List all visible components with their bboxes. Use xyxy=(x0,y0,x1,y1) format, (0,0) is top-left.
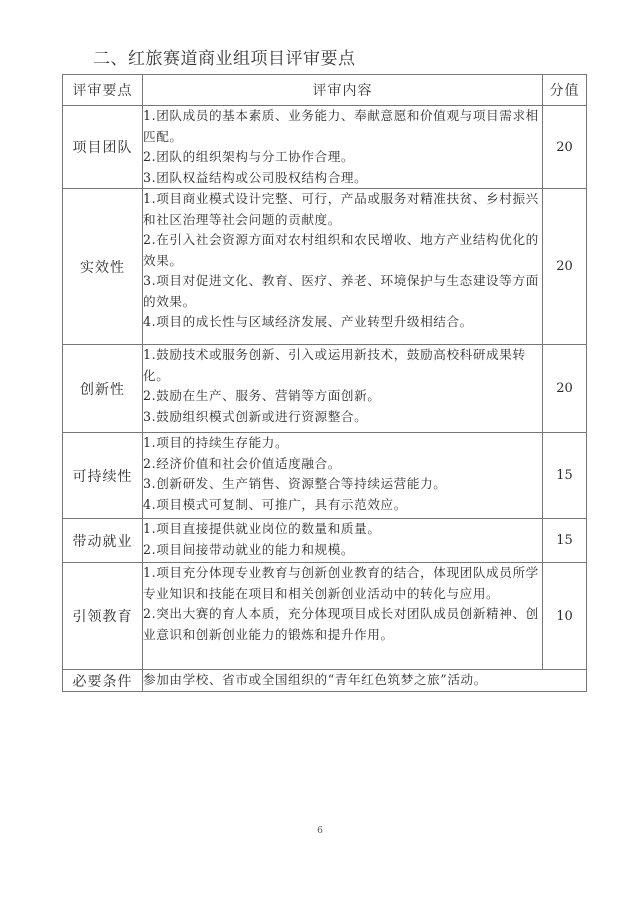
row-content xyxy=(143,563,543,670)
row-category: 项目团队 xyxy=(63,106,143,189)
row-content xyxy=(143,433,543,519)
header-score: 分值 xyxy=(543,75,587,106)
content-line: 1.项目商业模式设计完整、可行，产品或服务对精准扶贫、乡村振兴和社区治理等社会问题的贡献度。 xyxy=(143,191,539,227)
row-category: 引领教育 xyxy=(63,563,143,670)
table-row xyxy=(63,519,587,563)
content-line: 4.项目的成长性与区域经济发展、产业转型升级相结合。 xyxy=(143,314,473,329)
row-content xyxy=(143,189,543,345)
header-content: 评审内容 xyxy=(143,75,543,106)
row-content xyxy=(143,345,543,433)
row-score: 10 xyxy=(543,563,587,670)
table-row xyxy=(63,345,587,433)
content-line: 3.鼓励组织模式创新或进行资源整合。 xyxy=(143,408,368,424)
row-content xyxy=(143,519,543,563)
table-row xyxy=(63,106,587,189)
requirement-row xyxy=(63,670,587,692)
requirement-label: 必要条件 xyxy=(63,670,143,692)
content-line: 1.项目的持续生存能力。 xyxy=(143,435,289,450)
content-line: 2.团队的组织架构与分工协作合理。 xyxy=(143,149,355,164)
row-score: 20 xyxy=(543,345,587,433)
content-line: 3.团队权益结构或公司股权结构合理。 xyxy=(143,169,368,185)
row-category: 带动就业 xyxy=(63,519,143,563)
section-heading: 二、红旅赛道商业组项目评审要点 xyxy=(93,49,356,69)
criteria-table xyxy=(62,74,587,692)
page-number: 6 xyxy=(317,826,323,836)
content-line: 3.创新研发、生产销售、资源整合等持续运营能力。 xyxy=(143,476,447,491)
content-line: 1.项目充分体现专业教育与创新创业教育的结合，体现团队成员所学专业知识和技能在项目和相关创新创业活动中的转化与应用。 xyxy=(143,565,539,601)
row-category: 实效性 xyxy=(63,189,143,345)
content-line: 2.鼓励在生产、服务、营销等方面创新。 xyxy=(143,388,381,403)
content-line: 4.项目模式可复制、可推广，具有示范效应。 xyxy=(143,496,407,512)
content-line: 1.团队成员的基本素质、业务能力、奉献意愿和价值观与项目需求相匹配。 xyxy=(143,108,539,144)
content-line: 2.突出大赛的育人本质，充分体现项目成长对团队成员创新精神、创业意识和创新创业能力的锻炼和提升作用。 xyxy=(143,606,539,642)
table-row xyxy=(63,563,587,670)
content-line: 2.项目间接带动就业的能力和规模。 xyxy=(143,541,355,557)
row-category: 创新性 xyxy=(63,345,143,433)
content-line: 1.鼓励技术或服务创新、引入或运用新技术，鼓励高校科研成果转化。 xyxy=(143,347,526,383)
row-content xyxy=(143,106,543,189)
content-line: 2.经济价值和社会价值适度融合。 xyxy=(143,455,341,471)
table-row xyxy=(63,189,587,345)
row-score: 20 xyxy=(543,189,587,345)
content-line: 2.在引入社会资源方面对农村组织和农民增收、地方产业结构优化的效果。 xyxy=(143,232,539,268)
requirement-text: 参加由学校、省市或全国组织的“青年红色筑梦之旅”活动。 xyxy=(143,670,587,692)
content-line: 1.项目直接提供就业岗位的数量和质量。 xyxy=(143,521,381,536)
row-score: 15 xyxy=(543,519,587,563)
table-header-row xyxy=(63,75,587,106)
header-criteria: 评审要点 xyxy=(63,75,143,106)
content-line: 3.项目对促进文化、教育、医疗、养老、环境保护与生态建设等方面的效果。 xyxy=(143,273,539,309)
table-row xyxy=(63,433,587,519)
row-score: 15 xyxy=(543,433,587,519)
row-category: 可持续性 xyxy=(63,433,143,519)
row-score: 20 xyxy=(543,106,587,189)
